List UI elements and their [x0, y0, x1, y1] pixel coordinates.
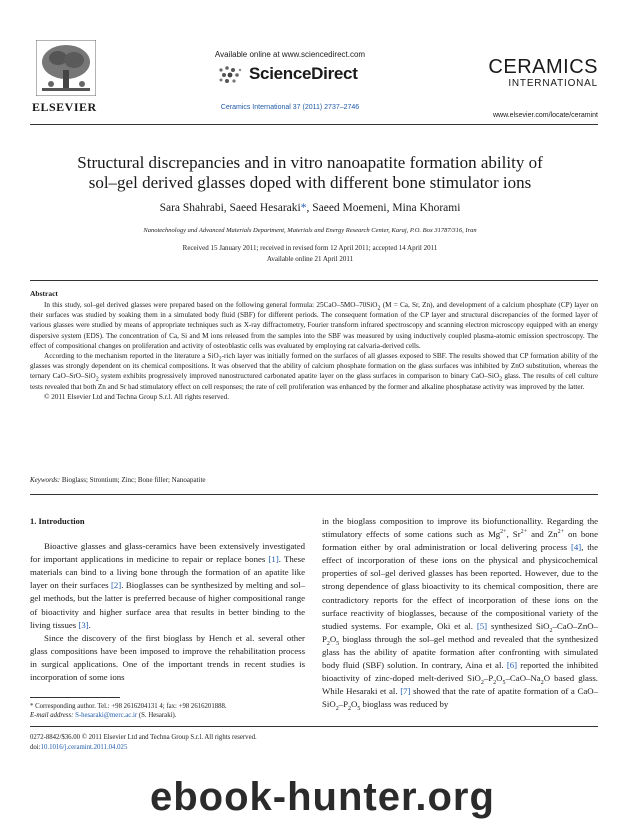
- abstract-top-divider: [30, 280, 598, 281]
- publisher-name: ELSEVIER: [32, 100, 97, 114]
- citation-link[interactable]: [1]: [268, 554, 279, 565]
- sciencedirect-dots-icon: [215, 64, 245, 86]
- keywords-list: Bioglass; Strontium; Zinc; Bone filler; Nanoapatite: [61, 476, 206, 484]
- citation-link[interactable]: [2]: [110, 580, 122, 591]
- abstract-body: [30, 300, 598, 402]
- body-column-right: [322, 515, 598, 711]
- citation-link[interactable]: [7]: [400, 686, 411, 697]
- header-divider: [30, 124, 598, 125]
- citation-link[interactable]: [5]: [476, 620, 488, 631]
- journal-name-line2: INTERNATIONAL: [508, 78, 598, 89]
- abstract-paragraph-1: In this study, sol–gel derived glasses were prepared based on the following general formula: 25CaO–5MO–70SiO$_2$ (M = Ca, Sr, Zn), and development of a calcium phosphate (CP) layer on their surfaces was studied by soaking them in a simulated body fluid (SBF) for different periods. The consequent formation of the CP layer and structural discrepancies of the formed layer of various glasses were studied by means of appropriate techniques such as X-ray diffractometry, Fourier transform infrared spectroscopy and scanning electron microscopy equipped with an energy dispersive system (EDS). The concentration of Ca, Si and M ions released from the samples into the SBF was measured by using inductively coupled plasma-atomic emission spectroscopy. The effect of compositional changes on proliferation and activity of osteoblastic cells was evaluated by employing rat calvaria-derived cells.: [30, 301, 598, 350]
- title-line-2: sol–gel derived glasses doped with different bone stimulator ions: [88, 173, 532, 192]
- authors-part-2: , Saeed Moemeni, Mina Khorami: [306, 202, 461, 214]
- intro-paragraph-continued: in the bioglass composition to improve its biofunctionallity. Regarding the stimulatory effects of some cations such as $Mg^{2+}$, $Sr^{2+}$ and $Zn^{2+}$ on bone formation either by oral administration or local delivering process [4], the effect of incorporation of these ions on the physical and physicochemical properties of sol–gel derived glasses has been reported. However, due to the strong dependence of glass bioactivity to its chemical composition, there are contradictory reports for the effect of incorporation of these ions on the surface reactivity of bioglasses, because of the compositional variety of the studied systems. For example, Oki et al. [5] synthesized $SiO_2-CaO-ZnO-P_2O_5$ bioglass through the sol–gel method and revealed that the synthesized glass has the ability of apatite formation after confronting with simulated body fluid (SBF) solution. In contrary, Aina et al. [6] reported the inhibited bioactivity of zinc-doped melt-derived $SiO_2-P_2O_5-CaO-Na_2O$ based glass. While Hesaraki et al. [7] showed that the rate of apatite formation of a CaO–$SiO_2-P_2O_5$ bioglass was reduced by: [322, 516, 598, 713]
- doi-link[interactable]: 10.1016/j.ceramint.2011.04.025: [40, 743, 128, 751]
- elsevier-tree-logo-icon: [36, 40, 96, 96]
- citation-link[interactable]: [3]: [78, 619, 89, 630]
- citation-link[interactable]: [6]: [506, 660, 518, 671]
- article-dates: [40, 243, 580, 265]
- abstract-copyright: © 2011 Elsevier Ltd and Techna Group S.r.l. All rights reserved.: [44, 392, 230, 401]
- article-title: [40, 153, 580, 193]
- footer-info: [30, 733, 430, 752]
- email-link[interactable]: S-hesaraki@merc.ac.ir: [75, 712, 138, 719]
- authors-part-1: Sara Shahrabi, Saeed Hesaraki: [159, 202, 301, 214]
- abstract-heading: Abstract: [30, 289, 58, 298]
- citation-link[interactable]: [4]: [570, 542, 582, 553]
- available-date: Available online 21 April 2011: [266, 255, 354, 263]
- abstract-paragraph-2: According to the mechanism reported in the literature a SiO$_2$-rich layer was initially formed on the surfaces of all glasses exposed to SBF. The results showed that CP formation ability of the glasses was strongly dependent on its chemical compositions. It was observed that the ability of calcium phosphate formation on the glass surfaces was inhibited by ZnO substitution, whereas the ternary CaO–SrO–SiO$_2$ system exhibits progressively improved nanostructured carbonated apatite layer on the glass surfaces in comparison to binary CaO–SiO$_2$ glass. The results of cell culture tests revealed that both Zn and Sr had stimulatory effect on cell responses; the rate of cell proliferation was enhanced by the former and alkaline phosphatase activity was improved by the latter.: [30, 352, 599, 391]
- issn-line: 0272-8842/$36.00 © 2011 Elsevier Ltd and Techna Group S.r.l. All rights reserved.: [30, 734, 257, 741]
- corresponding-author-footnote: [30, 702, 305, 720]
- journal-reference-link[interactable]: Ceramics International 37 (2011) 2737–2746: [220, 104, 360, 111]
- footnote-contact: * Corresponding author. Tel.: +98 2616204131 4; fax: +98 2616201888.: [30, 703, 227, 710]
- intro-paragraph-2: Since the discovery of the first bioglass by Hench et al. several other glass compositions have been imposed to improve the rehabilitation process in surgical applications. One of the important trends in recent studies is incorporation of some ions: [30, 632, 305, 683]
- section-heading: 1. Introduction: [30, 516, 85, 526]
- corresponding-author-marker[interactable]: *: [300, 202, 307, 214]
- keywords-label: Keywords:: [30, 476, 61, 484]
- footer-divider: [30, 726, 598, 727]
- author-list: [40, 202, 580, 214]
- body-column-left: [30, 515, 305, 684]
- footnote-email: E-mail address: S-hesaraki@merc.ac.ir (S. Hesaraki).: [30, 712, 177, 719]
- available-online-text: Available online at www.sciencedirect.com: [214, 50, 366, 59]
- footnote-divider: [30, 697, 120, 698]
- sciencedirect-wordmark: ScienceDirect: [249, 64, 358, 83]
- title-line-1: Structural discrepancies and in vitro nanoapatite formation ability of: [77, 153, 543, 172]
- watermark: ebook-hunter.org: [150, 775, 495, 819]
- keywords: [30, 476, 598, 484]
- abstract-bottom-divider: [30, 494, 598, 495]
- journal-name-line1: CERAMICS: [488, 56, 598, 78]
- sciencedirect-logo[interactable]: [215, 62, 385, 88]
- received-dates: Received 15 January 2011; received in revised form 12 April 2011; accepted 14 April 2011: [182, 244, 438, 252]
- affiliation: Nanotechnology and Advanced Materials Department, Materials and Energy Research Center, Karaj, P.O. Box 31787/316, Iran: [143, 227, 477, 234]
- doi-line: doi:10.1016/j.ceramint.2011.04.025: [30, 743, 128, 751]
- intro-paragraph-1: Bioactive glasses and glass-ceramics have been extensively investigated for important applications in medicine to repair or replace bones [1]. These materials can bind to a living bone through the formation of an apatite like layer on their surfaces [2]. Bioglasses can be synthesized by melting and sol–gel methods, but the latter is preferred because of higher compositional range of bioactivity and higher surface area that results in better binding to the living tissues [3].: [30, 541, 305, 630]
- journal-url[interactable]: www.elsevier.com/locate/ceramint: [492, 112, 598, 119]
